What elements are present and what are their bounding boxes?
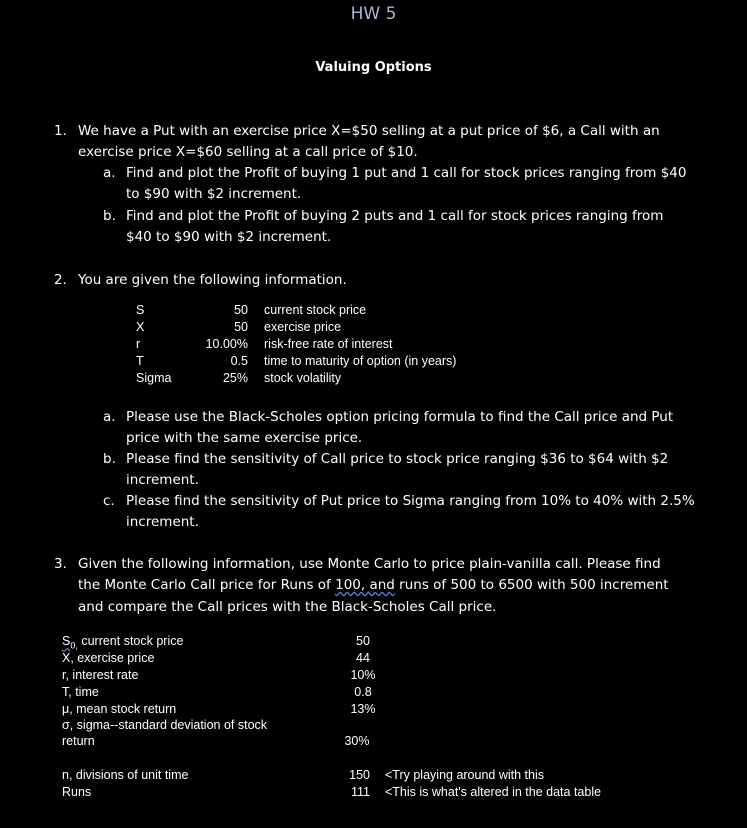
runs-label: Runs bbox=[62, 785, 92, 799]
n-note: <Try playing around with this bbox=[385, 768, 544, 782]
q2c-label: c. bbox=[103, 493, 115, 509]
q2-row-name: S bbox=[136, 303, 145, 317]
doc-header: HW 5 bbox=[350, 4, 397, 24]
q2-row-name: X bbox=[136, 320, 145, 334]
q2b-text-line1: Please find the sensitivity of Call price to stock price ranging $36 to $64 with $2 bbox=[126, 451, 669, 467]
q3-text-line1: Given the following information, use Monte Carlo to price plain-vanilla call. Please find bbox=[78, 556, 661, 572]
q3-text-line2-post: runs of 500 to 6500 with 500 increment bbox=[394, 577, 669, 593]
q3-row-label: μ, mean stock return bbox=[62, 702, 177, 716]
q1b-label: b. bbox=[103, 208, 116, 224]
q3-number: 3. bbox=[54, 556, 67, 572]
q1b-text-line2: $40 to $90 with $2 increment. bbox=[126, 229, 332, 245]
q1-text-line2: exercise price X=$60 selling at a call price of $10. bbox=[78, 144, 418, 160]
q2-row-value: 50 bbox=[234, 320, 248, 334]
q2-row-desc: risk-free rate of interest bbox=[264, 337, 393, 351]
q1-number: 1. bbox=[54, 123, 67, 139]
q2-row-desc: stock volatility bbox=[264, 371, 342, 385]
q2b-text-line2: increment. bbox=[126, 472, 199, 488]
q2a-text-line1: Please use the Black-Scholes option pricing formula to find the Call price and Put bbox=[126, 409, 674, 425]
q3-text-line2 bbox=[78, 575, 669, 596]
q2-row-value: 25% bbox=[222, 371, 248, 385]
runs-value: 111 bbox=[350, 785, 370, 799]
q3-row-value: 10% bbox=[350, 668, 376, 682]
q2-row-value: 50 bbox=[234, 303, 248, 317]
q1a-text-line2: to $90 with $2 increment. bbox=[126, 186, 302, 202]
q2c-text-line2: increment. bbox=[126, 514, 199, 530]
n-value: 150 bbox=[349, 768, 370, 782]
q3-row-label: T, time bbox=[62, 685, 99, 699]
q3-row-label: X, exercise price bbox=[62, 651, 155, 665]
q2c-text-line1: Please find the sensitivity of Put price to Sigma ranging from 10% to 40% with 2.5% bbox=[126, 493, 695, 509]
q2-text: You are given the following information. bbox=[78, 272, 347, 288]
n-label: n, divisions of unit time bbox=[62, 768, 189, 782]
q2a-text-line2: price with the same exercise price. bbox=[126, 430, 363, 446]
s0-value: 50 bbox=[356, 634, 370, 648]
q2-row-desc: exercise price bbox=[264, 320, 342, 334]
s0-symbol: $S_{0,}$ bbox=[62, 634, 78, 651]
sigma-value: 30% bbox=[344, 734, 370, 748]
q2-number: 2. bbox=[54, 272, 67, 288]
page-title: Valuing Options bbox=[315, 60, 432, 75]
q3-row-value: 44 bbox=[356, 651, 370, 665]
q3-row-value: 13% bbox=[350, 702, 376, 716]
q2-row-value: 0.5 bbox=[230, 354, 248, 368]
q2-row-value: 10.00% bbox=[205, 337, 248, 351]
q1-text-line1: We have a Put with an exercise price X=$50 selling at a put price of $6, a Call with an bbox=[78, 123, 660, 139]
q1b-text-line1: Find and plot the Profit of buying 2 puts and 1 call for stock prices ranging from bbox=[126, 208, 664, 224]
q3-row-value: 0.8 bbox=[354, 685, 372, 699]
q3-row-label: r, interest rate bbox=[62, 668, 139, 682]
s0-description: current stock price bbox=[77, 634, 184, 648]
sigma-label-line2: return bbox=[62, 734, 95, 748]
q3-text-line2-pre: the Monte Carlo Call price for Runs of bbox=[78, 577, 336, 593]
q2-row-name: r bbox=[136, 337, 141, 351]
sigma-label-line1: σ, sigma--standard deviation of stock bbox=[62, 718, 268, 732]
q2b-label: b. bbox=[103, 451, 116, 467]
q3-text-line3: and compare the Call prices with the Black-Scholes Call price. bbox=[78, 599, 497, 615]
q2-row-name: Sigma bbox=[136, 371, 172, 385]
q2-row-desc: current stock price bbox=[264, 303, 367, 317]
q2a-label: a. bbox=[103, 409, 116, 425]
runs-note: <This is what's altered in the data table bbox=[385, 785, 602, 799]
q1a-label: a. bbox=[103, 165, 116, 181]
q1a-text-line1: Find and plot the Profit of buying 1 put and 1 call for stock prices ranging from $40 bbox=[126, 165, 687, 181]
q2-row-name: T bbox=[136, 354, 144, 368]
q2-row-desc: time to maturity of option (in years) bbox=[264, 354, 457, 368]
spellcheck-underlined-text: 100, and bbox=[335, 577, 395, 593]
